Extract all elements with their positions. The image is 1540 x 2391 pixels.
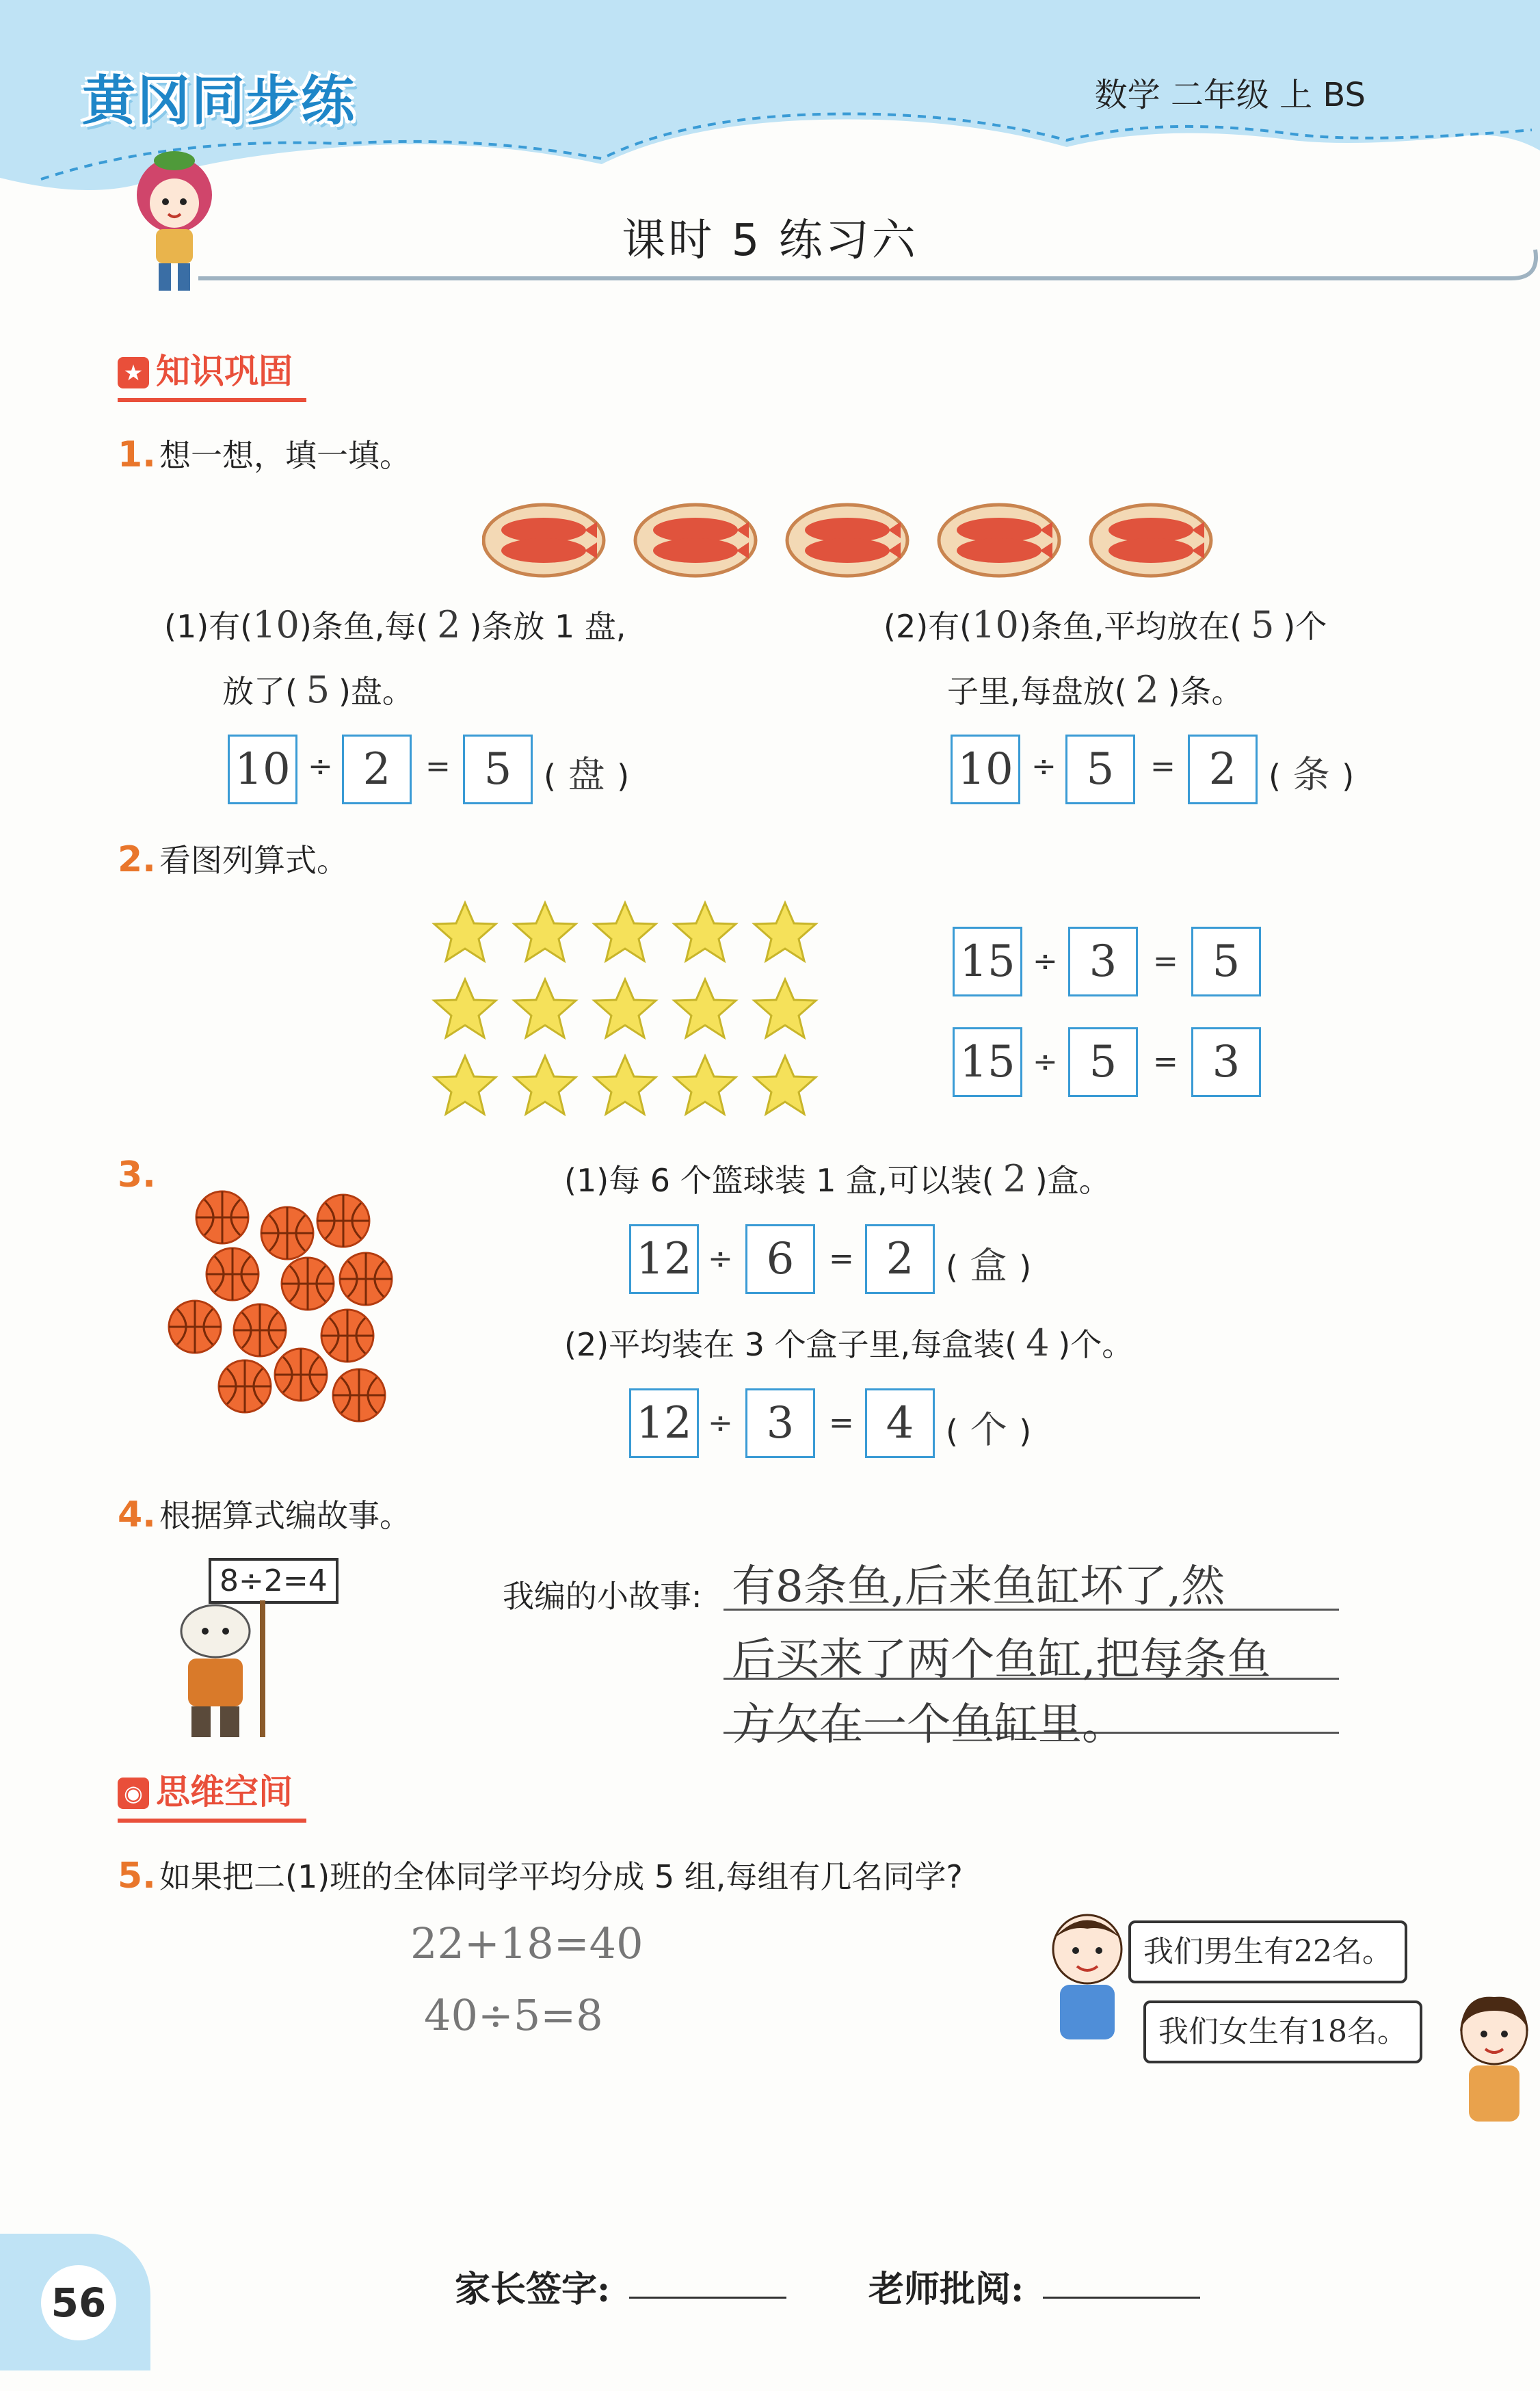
q1-eq2-box-b[interactable]: 5 xyxy=(1065,735,1135,804)
q3-eq1-box-c[interactable]: 2 xyxy=(865,1224,935,1294)
q2-eq2-box-a[interactable]: 15 xyxy=(953,1027,1022,1097)
q1-fill-per-plate[interactable]: 2 xyxy=(437,603,461,646)
q3-eq2-box-b[interactable]: 3 xyxy=(745,1388,815,1458)
q3-eq2-unit: ( 个 ) xyxy=(946,1408,1032,1451)
question-1-heading: 1. 想一想，填一填。 xyxy=(118,434,412,475)
question-3-number: 3. xyxy=(118,1154,156,1196)
story-line-1[interactable]: 有8条鱼,后来鱼缸坏了,然 xyxy=(732,1561,1225,1612)
q1-eq2-box-c[interactable]: 2 xyxy=(1188,735,1258,804)
section-thinking: ◉ 思维空间 xyxy=(118,1768,306,1823)
equals-sign: = xyxy=(1153,1044,1178,1079)
equals-sign: = xyxy=(1150,749,1176,784)
fish-plate-icons xyxy=(482,499,1234,581)
q3-eq1-unit: ( 盒 ) xyxy=(946,1244,1032,1287)
lesson-title: 课时 5 练习六 xyxy=(622,215,918,266)
girl-speech-bubble: 我们女生有18名。 xyxy=(1143,2000,1422,2063)
q1-part1-line1: (1)有(10)条鱼,每( 2 )条放 1 盘, xyxy=(164,603,626,646)
q5-work-line-2[interactable]: 40÷5=8 xyxy=(424,1990,603,2040)
q1-eq1-box-a[interactable]: 10 xyxy=(228,735,297,804)
q2-eq2-box-b[interactable]: 5 xyxy=(1068,1027,1138,1097)
star-icon: ★ xyxy=(118,357,149,388)
q1p2-fill-fish-count[interactable]: 10 xyxy=(972,603,1019,646)
story-label: 我编的小故事: xyxy=(503,1578,702,1615)
equals-sign: = xyxy=(829,1405,854,1440)
divide-sign: ÷ xyxy=(1033,944,1058,979)
q1-part2-line1: (2)有(10)条鱼,平均放在( 5 )个 xyxy=(884,603,1327,646)
question-4-heading: 4. 根据算式编故事。 xyxy=(118,1494,412,1535)
q3-part1-text: (1)每 6 个篮球装 1 盒,可以装( 2 )盒。 xyxy=(564,1157,1111,1200)
q1p2-fill-each[interactable]: 2 xyxy=(1135,668,1159,711)
q3-eq1-box-a[interactable]: 12 xyxy=(629,1224,699,1294)
q1p2-fill-plate-count[interactable]: 5 xyxy=(1251,603,1275,646)
q3-fill-per-box[interactable]: 4 xyxy=(1026,1321,1050,1364)
q1-eq1-box-c[interactable]: 5 xyxy=(463,735,533,804)
parent-signature-line[interactable] xyxy=(629,2297,786,2299)
subject-grade-label: 数学 二年级 上 BS xyxy=(1094,76,1366,114)
sheep-character-illustration xyxy=(157,1600,280,1744)
q1-fill-fish-count[interactable]: 10 xyxy=(252,603,300,646)
parent-signature-label: 家长签字: xyxy=(455,2269,611,2310)
series-logo: 黄冈同步练 xyxy=(82,70,356,132)
lightbulb-icon: ◉ xyxy=(118,1778,149,1809)
section-knowledge: ★ 知识巩固 xyxy=(118,347,306,402)
q3-eq2-box-c[interactable]: 4 xyxy=(865,1388,935,1458)
q3-eq1-box-b[interactable]: 6 xyxy=(745,1224,815,1294)
q2-eq1-box-a[interactable]: 15 xyxy=(953,927,1022,996)
question-2-heading: 2. 看图列算式。 xyxy=(118,839,349,880)
stars-illustration xyxy=(431,893,821,1125)
q1-eq1-unit: ( 盘 ) xyxy=(544,753,630,796)
divide-sign: ÷ xyxy=(1031,749,1057,784)
equation-sign: 8÷2=4 xyxy=(209,1558,338,1604)
page-number-tab: 56 xyxy=(0,2234,150,2370)
basketballs-illustration xyxy=(164,1187,397,1426)
divide-sign: ÷ xyxy=(308,749,333,784)
equals-sign: = xyxy=(829,1241,854,1276)
q2-eq1-box-c[interactable]: 5 xyxy=(1191,927,1261,996)
q2-eq2-box-c[interactable]: 3 xyxy=(1191,1027,1261,1097)
q1-fill-plates[interactable]: 5 xyxy=(306,668,330,711)
boy-speech-bubble: 我们男生有22名。 xyxy=(1128,1920,1407,1983)
q1-eq2-unit: ( 条 ) xyxy=(1269,753,1355,796)
divide-sign: ÷ xyxy=(708,1405,733,1440)
q2-eq1-box-b[interactable]: 3 xyxy=(1068,927,1138,996)
fish-plates-illustration xyxy=(482,499,1234,584)
q3-part2-text: (2)平均装在 3 个盒子里,每盒装( 4 )个。 xyxy=(564,1321,1134,1364)
story-line-3[interactable]: 方欠在一个鱼缸里。 xyxy=(732,1700,1126,1750)
teacher-review-label: 老师批阅: xyxy=(868,2269,1024,2310)
teacher-review-line[interactable] xyxy=(1043,2297,1200,2299)
equals-sign: = xyxy=(425,749,451,784)
q1-part1-line2: 放了( 5 )盘。 xyxy=(222,668,414,711)
q5-work-line-1[interactable]: 22+18=40 xyxy=(410,1918,643,1968)
boy-character-illustration xyxy=(1043,1908,1132,2045)
q3-eq2-box-a[interactable]: 12 xyxy=(629,1388,699,1458)
story-line-2[interactable]: 后买来了两个鱼缸,把每条鱼 xyxy=(732,1635,1271,1685)
q1-eq2-box-a[interactable]: 10 xyxy=(951,735,1020,804)
q1-part2-line2: 子里,每盘放( 2 )条。 xyxy=(947,668,1243,711)
equals-sign: = xyxy=(1153,944,1178,979)
q1-eq1-box-b[interactable]: 2 xyxy=(342,735,412,804)
girl-character-illustration xyxy=(1450,1990,1539,2127)
q3-fill-boxes[interactable]: 2 xyxy=(1003,1157,1026,1200)
divide-sign: ÷ xyxy=(708,1241,733,1276)
divide-sign: ÷ xyxy=(1033,1044,1058,1079)
question-5-heading: 5. 如果把二(1)班的全体同学平均分成 5 组,每组有几名同学? xyxy=(118,1855,963,1897)
